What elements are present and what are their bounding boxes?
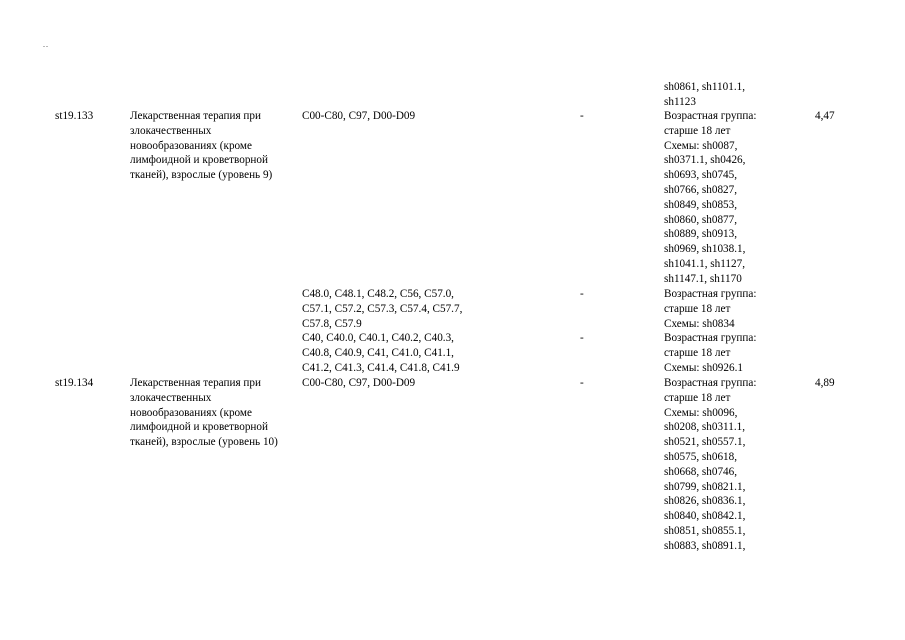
row-mkb-codes: C00-C80, C97, D00-D09 xyxy=(302,377,416,389)
row-code: st19.133 xyxy=(55,110,94,122)
row-criteria: Возрастная группа: старше 18 лет Схемы: sh0087, sh0371.1, sh0426, sh0693, sh0745, sh0766, sh0827, sh0849, sh0853, sh0860, sh0877, sh0889, sh0913, sh0969, sh1038.1, sh1041.1, sh1127, sh1147.1, sh1170 xyxy=(664,110,757,285)
row-name: Лекарственная терапия при злокачественных новообразованиях (кроме лимфоидной и кроветворной тканей), взрослые (уровень 10) xyxy=(130,377,278,449)
header-mark: .. xyxy=(43,40,49,49)
row-dash: - xyxy=(580,377,584,389)
row-criteria: Возрастная группа: старше 18 лет Схемы: sh0096, sh0208, sh0311.1, sh0521, sh0557.1, sh0575, sh0618, sh0668, sh0746, sh0799, sh0821.1, sh0826, sh0836.1, sh0840, sh0842.1, sh0851, sh0855.1, sh0883, sh0891.1, xyxy=(664,377,757,552)
row-coefficient: 4,89 xyxy=(815,377,835,389)
row-mkb-codes: C48.0, C48.1, C48.2, C56, C57.0, C57.1, C57.2, C57.3, C57.4, C57.7, C57.8, C57.9 xyxy=(302,288,463,330)
row-dash: - xyxy=(580,110,584,122)
row-coefficient: 4,47 xyxy=(815,110,835,122)
row-mkb-codes: C00-C80, C97, D00-D09 xyxy=(302,110,416,122)
lead-criteria: sh0861, sh1101.1, sh1123 xyxy=(664,81,746,108)
row-dash: - xyxy=(580,332,584,344)
row-code: st19.134 xyxy=(55,377,94,389)
row-criteria: Возрастная группа: старше 18 лет Схемы: sh0926.1 xyxy=(664,332,757,374)
row-name: Лекарственная терапия при злокачественных новообразованиях (кроме лимфоидной и кроветворной тканей), взрослые (уровень 9) xyxy=(130,110,273,182)
row-dash: - xyxy=(580,288,584,300)
row-criteria: Возрастная группа: старше 18 лет Схемы: sh0834 xyxy=(664,288,757,330)
row-mkb-codes: C40, C40.0, C40.1, C40.2, C40.3, C40.8, C40.9, C41, C41.0, C41.1, C41.2, C41.3, C41.4, C41.8, C41.9 xyxy=(302,332,460,374)
